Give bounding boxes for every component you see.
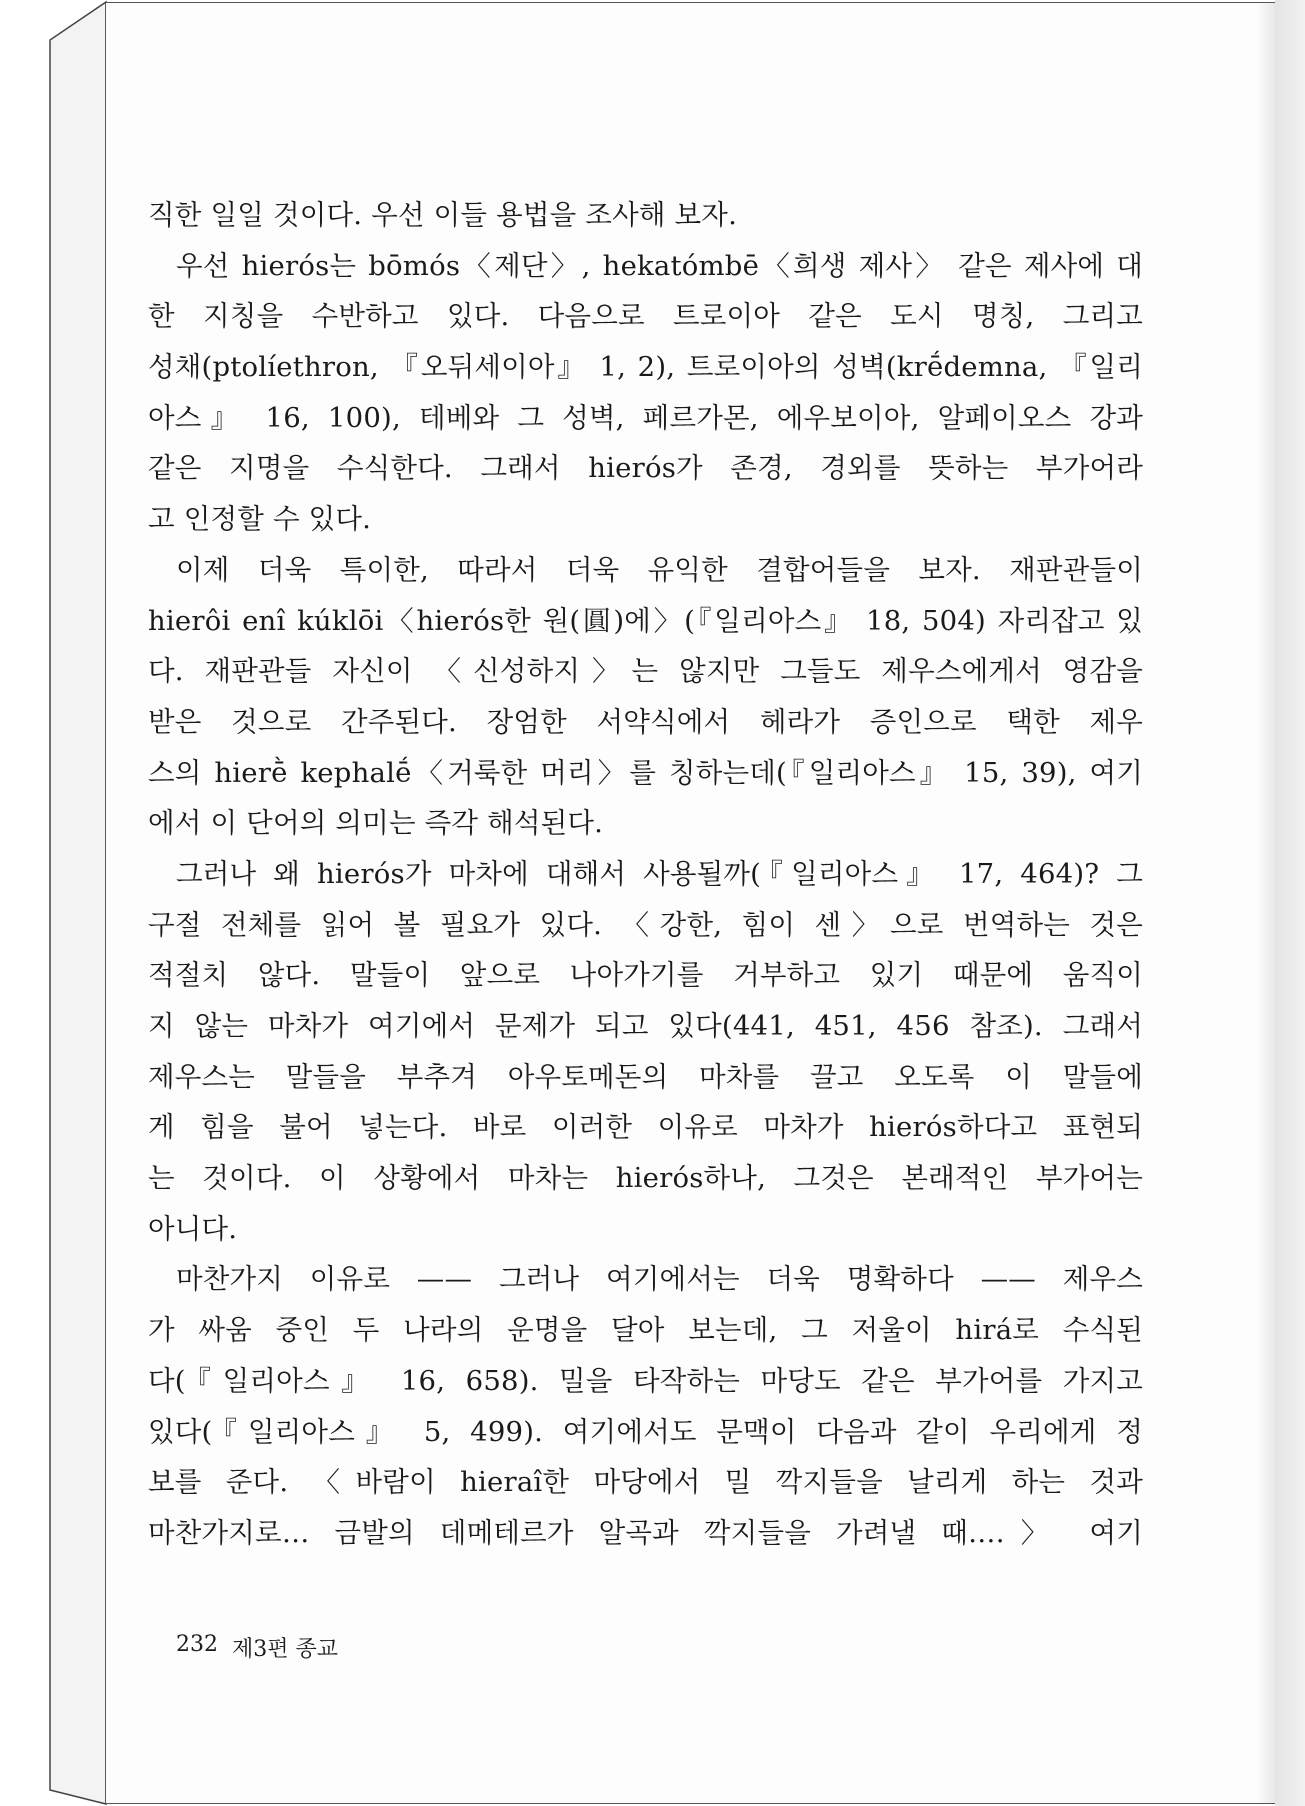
text-line: 마찬가지로… 금발의 데메테르가 알곡과 깍지들을 가려낼 때….〉 여기 (148, 1516, 1143, 1549)
right-edge-strip (1275, 0, 1305, 1806)
text-line: 는 것이다. 이 상황에서 마차는 hierós하나, 그것은 본래적인 부가어는 (148, 1162, 1143, 1195)
text-line: 같은 지명을 수식한다. 그래서 hierós가 존경, 경외를 뜻하는 부가어라 (148, 452, 1143, 485)
text-line: 받은 것으로 간주된다. 장엄한 서약식에서 헤라가 증인으로 택한 제우 (148, 705, 1143, 738)
text-line: 우선 hierós는 bōmós〈제단〉, hekatómbē〈희생 제사〉 같은 제사에 대 (176, 249, 1143, 282)
page-number: 232 (176, 1632, 218, 1657)
text-line: 게 힘을 불어 넣는다. 바로 이러한 이유로 마차가 hierós하다고 표현되 (148, 1111, 1143, 1144)
text-line: 제우스는 말들을 부추겨 아우토메돈의 마차를 끌고 오도록 이 말들에 (148, 1060, 1143, 1093)
text-line: hierôi enî kúklōi〈hierós한 원(圓)에〉(『일리아스』 18, 504) 자리잡고 있 (148, 604, 1143, 637)
text-line: 이제 더욱 특이한, 따라서 더욱 유익한 결합어들을 보자. 재판관들이 (176, 553, 1143, 586)
text-line: 아니다. (148, 1212, 238, 1245)
text-line: 아스』 16, 100), 테베와 그 성벽, 페르가몬, 에우보이아, 알페이오스 강과 (148, 401, 1143, 434)
text-line: 지 않는 마차가 여기에서 문제가 되고 있다(441, 451, 456 참조). 그래서 (148, 1010, 1143, 1042)
text-line: 마찬가지 이유로 —— 그러나 여기에서는 더욱 명확하다 —— 제우스 (176, 1263, 1143, 1296)
text-line: 한 지칭을 수반하고 있다. 다음으로 트로이아 같은 도시 명칭, 그리고 (148, 300, 1143, 333)
text-line: 성채(ptolíethron, 『오뒤세이아』 1, 2), 트로이아의 성벽(krḗdemna, 『일리 (148, 351, 1143, 384)
section-title: 제3편 종교 (232, 1637, 338, 1662)
text-line: 그러나 왜 hierós가 마차에 대해서 사용될까(『일리아스』 17, 464)? 그 (176, 857, 1143, 890)
text-line: 적절치 않다. 말들이 앞으로 나아가기를 거부하고 있기 때문에 움직이 (148, 959, 1143, 992)
text-line: 고 인정할 수 있다. (148, 503, 372, 536)
text-line: 구절 전체를 읽어 볼 필요가 있다. 〈강한, 힘이 센〉으로 번역하는 것은 (148, 908, 1143, 941)
text-line: 보를 준다. 〈바람이 hieraî한 마당에서 밀 깍지들을 날리게 하는 것과 (148, 1466, 1143, 1499)
text-line: 에서 이 단어의 의미는 즉각 해석된다. (148, 807, 604, 840)
text-line: 스의 hierḕ kephalḗ〈거룩한 머리〉를 칭하는데(『일리아스』 15, 39), 여기 (148, 756, 1143, 789)
body-text (148, 190, 1143, 1559)
text-line: 다. 재판관들 자신이 〈신성하지〉는 않지만 그들도 제우스에게서 영감을 (148, 655, 1143, 688)
text-line: 가 싸움 중인 두 나라의 운명을 달아 보는데, 그 저울이 hirá로 수식된 (148, 1314, 1143, 1347)
text-line: 있다(『일리아스』 5, 499). 여기에서도 문맥이 다음과 같이 우리에게 정 (148, 1415, 1143, 1448)
text-line: 직한 일일 것이다. 우선 이들 용법을 조사해 보자. (148, 199, 738, 231)
page-footer (176, 1632, 338, 1663)
text-line: 다(『일리아스』 16, 658). 밀을 타작하는 마당도 같은 부가어를 가지고 (148, 1364, 1143, 1397)
